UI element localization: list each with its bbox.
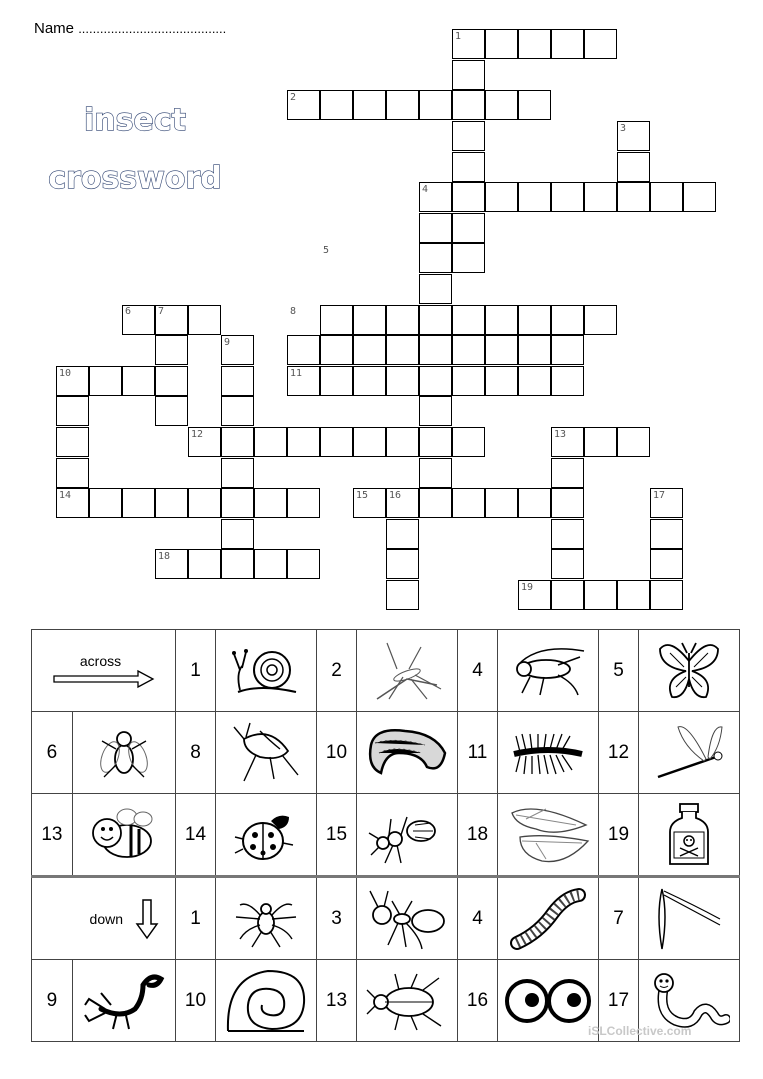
grid-cell[interactable] xyxy=(221,427,254,457)
grid-cell[interactable] xyxy=(56,427,89,457)
across-header xyxy=(32,630,176,712)
clue-number: 19 xyxy=(599,794,639,877)
grid-cell[interactable] xyxy=(254,488,287,518)
grid-cell[interactable] xyxy=(254,549,287,579)
grid-cell[interactable] xyxy=(551,549,584,579)
grid-cell[interactable] xyxy=(89,366,122,396)
butterfly-icon xyxy=(639,630,740,712)
bee-icon xyxy=(72,794,175,877)
grid-cell[interactable] xyxy=(221,488,254,518)
grid-clue-number: 3 xyxy=(620,122,627,134)
grid-clue-number: 14 xyxy=(59,490,72,501)
grid-cell[interactable] xyxy=(353,427,386,457)
grid-cell[interactable] xyxy=(452,90,485,120)
grid-cell[interactable] xyxy=(584,182,617,212)
grid-clue-number: 19 xyxy=(521,581,534,593)
grid-cell[interactable] xyxy=(617,580,650,610)
grid-cell[interactable] xyxy=(287,335,320,365)
spider-icon xyxy=(216,877,317,960)
grid-cell[interactable] xyxy=(419,274,452,304)
grid-cell[interactable] xyxy=(419,458,452,488)
clue-number: 3 xyxy=(317,877,357,960)
grid-cell[interactable] xyxy=(452,488,485,518)
grid-cell[interactable] xyxy=(518,90,551,120)
grid-cell[interactable] xyxy=(452,335,485,365)
grid-cell[interactable] xyxy=(551,458,584,488)
slug-icon xyxy=(357,712,458,794)
grid-cell[interactable] xyxy=(650,519,683,549)
grid-cell[interactable] xyxy=(353,366,386,396)
beetle-icon xyxy=(357,960,458,1042)
clue-number: 1 xyxy=(176,630,216,712)
grid-cell[interactable] xyxy=(518,29,551,59)
grid-clue-number: 5 xyxy=(323,245,330,257)
grid-cell[interactable] xyxy=(386,580,419,610)
ladybird-icon xyxy=(216,794,317,877)
antenna-icon xyxy=(639,877,740,960)
clue-number: 13 xyxy=(32,794,73,877)
grid-clue-number: 8 xyxy=(290,306,297,318)
grid-cell[interactable] xyxy=(386,549,419,579)
grid-cell[interactable] xyxy=(452,121,485,151)
termite-icon xyxy=(357,794,458,877)
grid-cell[interactable] xyxy=(287,549,320,579)
grid-cell[interactable] xyxy=(584,580,617,610)
grid-cell[interactable] xyxy=(320,90,353,120)
grid-cell[interactable] xyxy=(551,182,584,212)
grid-clue-number: 2 xyxy=(290,92,297,104)
clue-number: 11 xyxy=(458,712,498,794)
grid-clue-number: 11 xyxy=(290,367,303,379)
grid-cell[interactable] xyxy=(551,488,584,518)
poison-bottle-icon xyxy=(639,794,740,877)
clue-number: 2 xyxy=(317,630,357,712)
grid-cell[interactable] xyxy=(584,305,617,335)
shell-icon xyxy=(216,960,317,1042)
grid-cell[interactable] xyxy=(650,182,683,212)
wings-icon xyxy=(498,794,599,877)
grid-clue-number: 16 xyxy=(389,490,402,501)
grid-cell[interactable] xyxy=(386,427,419,457)
grid-cell[interactable] xyxy=(221,519,254,549)
grid-cell[interactable] xyxy=(551,519,584,549)
grid-cell[interactable] xyxy=(353,90,386,120)
grid-cell[interactable] xyxy=(419,335,452,365)
grid-cell[interactable] xyxy=(584,427,617,457)
grid-clue-number: 1 xyxy=(455,31,462,42)
grid-cell[interactable] xyxy=(122,488,155,518)
down-label: down xyxy=(89,910,123,927)
clue-number: 8 xyxy=(176,712,216,794)
grid-cell[interactable] xyxy=(485,305,518,335)
grid-cell[interactable] xyxy=(419,243,452,273)
grid-cell[interactable] xyxy=(452,427,485,457)
dragonfly-icon xyxy=(639,712,740,794)
grid-cell[interactable] xyxy=(419,396,452,426)
scorpion-icon xyxy=(72,960,175,1042)
grid-cell[interactable] xyxy=(518,366,551,396)
grid-cell[interactable] xyxy=(419,305,452,335)
grid-cell[interactable] xyxy=(221,549,254,579)
grid-cell[interactable] xyxy=(617,152,650,182)
down-header xyxy=(32,877,176,960)
across-row-3 xyxy=(32,794,740,877)
grid-clue-number: 13 xyxy=(554,428,567,440)
grid-cell[interactable] xyxy=(584,29,617,59)
grid-cell[interactable] xyxy=(320,335,353,365)
across-row-1 xyxy=(32,630,740,712)
grid-cell[interactable] xyxy=(386,366,419,396)
grid-cell[interactable] xyxy=(89,488,122,518)
clue-number: 9 xyxy=(32,960,73,1042)
grid-cell[interactable] xyxy=(353,335,386,365)
grid-cell[interactable] xyxy=(452,366,485,396)
grid-cell[interactable] xyxy=(485,29,518,59)
grid-cell[interactable] xyxy=(485,335,518,365)
grid-cell[interactable] xyxy=(551,29,584,59)
clue-number: 4 xyxy=(458,877,498,960)
grid-cell[interactable] xyxy=(320,305,353,335)
grid-cell[interactable] xyxy=(452,213,485,243)
clue-number: 1 xyxy=(176,877,216,960)
grid-cell[interactable] xyxy=(452,305,485,335)
grid-cell[interactable] xyxy=(155,396,188,426)
clue-number: 5 xyxy=(599,630,639,712)
grid-cell[interactable] xyxy=(221,366,254,396)
grid-cell[interactable] xyxy=(188,488,221,518)
grid-cell[interactable] xyxy=(551,335,584,365)
grid-cell[interactable] xyxy=(221,396,254,426)
grid-cell[interactable] xyxy=(617,427,650,457)
clue-table xyxy=(31,629,740,1042)
grid-clue-number: 4 xyxy=(422,184,429,195)
grid-cell[interactable] xyxy=(419,427,452,457)
grid-cell[interactable] xyxy=(551,580,584,610)
grid-cell[interactable] xyxy=(551,366,584,396)
across-row-2 xyxy=(32,712,740,794)
grid-cell[interactable] xyxy=(386,335,419,365)
grid-clue-number: 17 xyxy=(653,490,666,501)
grid-cell[interactable] xyxy=(320,427,353,457)
grid-cell[interactable] xyxy=(452,152,485,182)
watermark: iSLCollective.com xyxy=(588,1024,692,1038)
grid-cell[interactable] xyxy=(386,305,419,335)
clue-number: 14 xyxy=(176,794,216,877)
down-row-1 xyxy=(32,877,740,960)
grid-cell[interactable] xyxy=(353,305,386,335)
grid-cell[interactable] xyxy=(419,90,452,120)
clue-number: 15 xyxy=(317,794,357,877)
grid-cell[interactable] xyxy=(188,549,221,579)
grid-cell[interactable] xyxy=(155,488,188,518)
name-dots: ......................................... xyxy=(78,21,227,36)
grid-clue-number: 10 xyxy=(59,367,72,379)
cockroach-icon xyxy=(216,712,317,794)
grid-clue-number: 15 xyxy=(356,490,369,501)
grid-cell[interactable] xyxy=(485,90,518,120)
grid-cell[interactable] xyxy=(419,213,452,243)
grid-cell[interactable] xyxy=(683,182,716,212)
grid-cell[interactable] xyxy=(650,549,683,579)
grid-cell[interactable] xyxy=(485,182,518,212)
grid-cell[interactable] xyxy=(287,427,320,457)
eyes-icon xyxy=(498,960,599,1042)
down-arrow-icon xyxy=(135,898,159,940)
grid-clue-number: 18 xyxy=(158,551,171,563)
across-label: across xyxy=(79,652,122,669)
clue-number: 6 xyxy=(32,712,73,794)
clue-number: 17 xyxy=(599,960,639,1042)
grid-cell[interactable] xyxy=(155,335,188,365)
grid-cell[interactable] xyxy=(419,366,452,396)
grid-clue-number: 7 xyxy=(158,306,165,318)
grid-cell[interactable] xyxy=(518,305,551,335)
grid-cell[interactable] xyxy=(485,366,518,396)
grid-cell[interactable] xyxy=(386,519,419,549)
grid-cell[interactable] xyxy=(518,335,551,365)
grid-cell[interactable] xyxy=(419,488,452,518)
caterpillar-icon xyxy=(498,877,599,960)
grid-clue-number: 12 xyxy=(191,428,204,440)
clue-number: 10 xyxy=(317,712,357,794)
clue-number: 13 xyxy=(317,960,357,1042)
grid-cell[interactable] xyxy=(485,488,518,518)
snail-icon xyxy=(216,630,317,712)
grid-cell[interactable] xyxy=(287,488,320,518)
title-line-1: insect xyxy=(84,103,186,138)
grid-cell[interactable] xyxy=(122,366,155,396)
grid-cell[interactable] xyxy=(320,366,353,396)
grid-cell[interactable] xyxy=(56,458,89,488)
grid-cell[interactable] xyxy=(452,60,485,90)
grid-cell[interactable] xyxy=(221,458,254,488)
ant-icon xyxy=(357,877,458,960)
name-label: Name xyxy=(34,20,75,37)
clue-number: 16 xyxy=(458,960,498,1042)
title-line-2: crossword xyxy=(48,161,222,196)
grid-clue-number: 9 xyxy=(224,337,231,348)
grid-cell[interactable] xyxy=(518,488,551,518)
cricket-icon xyxy=(498,630,599,712)
clue-number: 4 xyxy=(458,630,498,712)
grid-cell[interactable] xyxy=(452,243,485,273)
mosquito-icon xyxy=(357,630,458,712)
grid-cell[interactable] xyxy=(452,182,485,212)
grid-cell[interactable] xyxy=(518,182,551,212)
grid-cell[interactable] xyxy=(650,580,683,610)
clue-number: 7 xyxy=(599,877,639,960)
grid-cell[interactable] xyxy=(254,427,287,457)
grid-cell[interactable] xyxy=(155,366,188,396)
clue-number: 10 xyxy=(176,960,216,1042)
grid-clue-number: 6 xyxy=(125,306,132,318)
grid-cell[interactable] xyxy=(386,90,419,120)
fly-icon xyxy=(72,712,175,794)
clue-number: 12 xyxy=(599,712,639,794)
grid-cell[interactable] xyxy=(617,182,650,212)
right-arrow-icon xyxy=(52,669,156,689)
clue-number: 18 xyxy=(458,794,498,877)
grid-cell[interactable] xyxy=(551,305,584,335)
grid-cell[interactable] xyxy=(188,305,221,335)
grid-cell[interactable] xyxy=(56,396,89,426)
centipede-icon xyxy=(498,712,599,794)
